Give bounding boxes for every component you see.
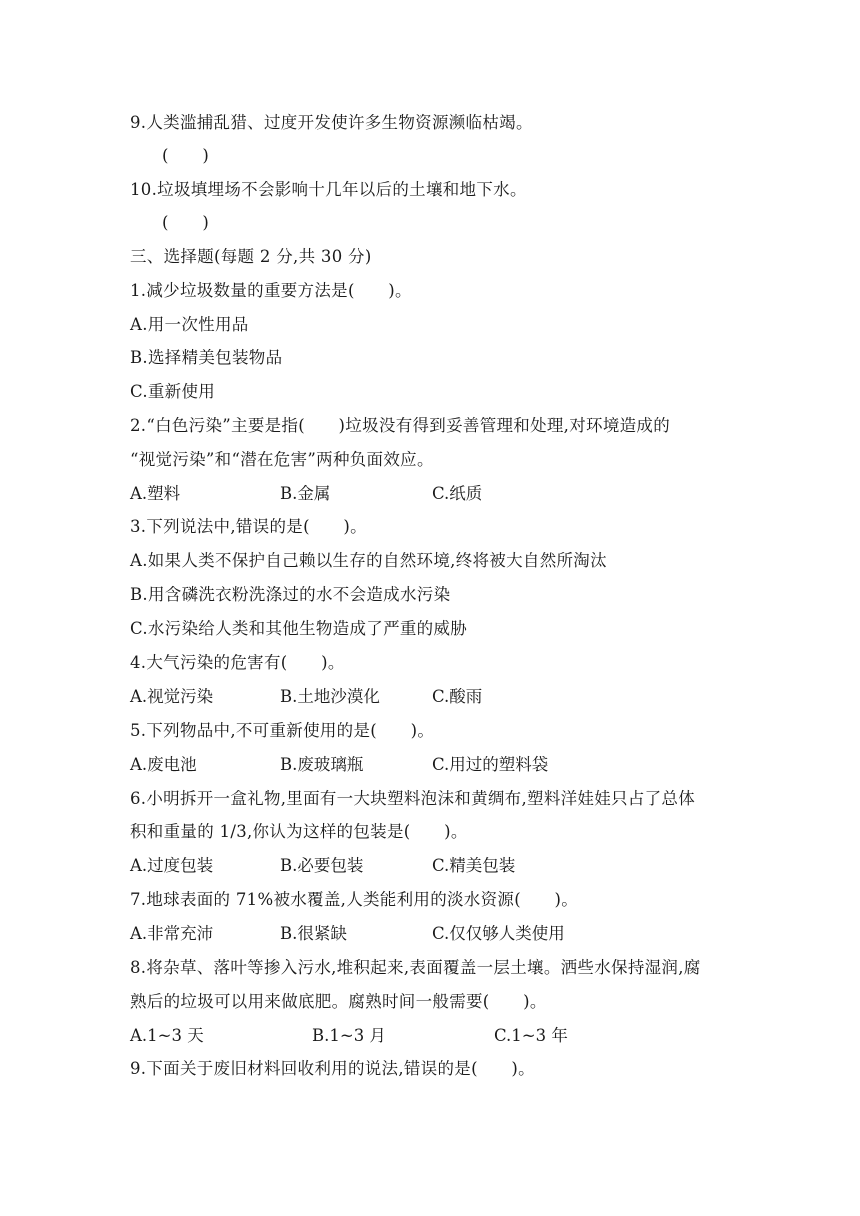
question-4-options	[130, 686, 730, 708]
question-2-options	[130, 483, 730, 505]
question-8-stem-line1: 8.将杂草、落叶等掺入污水,堆积起来,表面覆盖一层土壤。洒些水保持湿润,腐	[130, 958, 701, 977]
tf-item-9: 9.人类滥捕乱猎、过度开发使许多生物资源濒临枯竭。	[130, 113, 533, 132]
question-5-option-a: A.废电池	[130, 755, 197, 774]
question-2-stem-line1: 2.“白色污染”主要是指( )垃圾没有得到妥善管理和处理,对环境造成的	[130, 416, 671, 435]
question-8-option-b: B.1~3 月	[312, 1026, 386, 1045]
question-5-option-c: C.用过的塑料袋	[432, 755, 549, 774]
answer-blank: ( )	[162, 213, 210, 232]
question-8-options	[130, 1025, 730, 1047]
question-7-option-b: B.很紧缺	[280, 924, 347, 943]
question-5-stem: 5.下列物品中,不可重新使用的是( )。	[130, 721, 435, 740]
question-2-stem-line2: “视觉污染”和“潜在危害”两种负面效应。	[130, 450, 434, 469]
question-6-stem-line1: 6.小明拆开一盒礼物,里面有一大块塑料泡沫和黄绸布,塑料洋娃娃只占了总体	[130, 789, 696, 808]
question-6-options	[130, 855, 730, 877]
question-6-option-c: C.精美包装	[432, 856, 516, 875]
section-title: 三、选择题(每题 2 分,共 30 分)	[130, 247, 372, 266]
question-3-option-c: C.水污染给人类和其他生物造成了严重的威胁	[130, 619, 468, 638]
question-1-option-c: C.重新使用	[130, 382, 216, 401]
question-5-options	[130, 754, 730, 776]
question-3-stem: 3.下列说法中,错误的是( )。	[130, 517, 367, 536]
question-6-stem-line2: 积和重量的 1/3,你认为这样的包装是( )。	[130, 822, 468, 841]
answer-blank: ( )	[162, 146, 210, 165]
question-2-option-a: A.塑料	[130, 484, 181, 503]
question-1-stem: 1.减少垃圾数量的重要方法是( )。	[130, 281, 412, 300]
question-7-option-a: A.非常充沛	[130, 924, 214, 943]
question-1-option-a: A.用一次性用品	[130, 315, 249, 334]
tf-item-10: 10.垃圾填埋场不会影响十几年以后的土壤和地下水。	[130, 180, 527, 199]
question-6-option-a: A.过度包装	[130, 856, 214, 875]
question-3-option-a: A.如果人类不保护自己赖以生存的自然环境,终将被大自然所淘汰	[130, 551, 607, 570]
question-9-stem: 9.下面关于废旧材料回收利用的说法,错误的是( )。	[130, 1059, 535, 1078]
question-2-option-b: B.金属	[280, 484, 331, 503]
question-1-option-b: B.选择精美包装物品	[130, 348, 283, 367]
question-8-option-c: C.1~3 年	[494, 1026, 568, 1045]
question-2-option-c: C.纸质	[432, 484, 483, 503]
question-5-option-b: B.废玻璃瓶	[280, 755, 364, 774]
question-7-stem: 7.地球表面的 71%被水覆盖,人类能利用的淡水资源( )。	[130, 890, 579, 909]
question-7-option-c: C.仅仅够人类使用	[432, 924, 565, 943]
question-6-option-b: B.必要包装	[280, 856, 364, 875]
question-8-stem-line2: 熟后的垃圾可以用来做底肥。腐熟时间一般需要( )。	[130, 992, 547, 1011]
question-7-options	[130, 923, 730, 945]
question-4-option-a: A.视觉污染	[130, 687, 214, 706]
question-8-option-a: A.1~3 天	[130, 1026, 204, 1045]
question-4-option-c: C.酸雨	[432, 687, 483, 706]
question-4-stem: 4.大气污染的危害有( )。	[130, 653, 345, 672]
question-3-option-b: B.用含磷洗衣粉洗涤过的水不会造成水污染	[130, 585, 451, 604]
question-4-option-b: B.土地沙漠化	[280, 687, 380, 706]
